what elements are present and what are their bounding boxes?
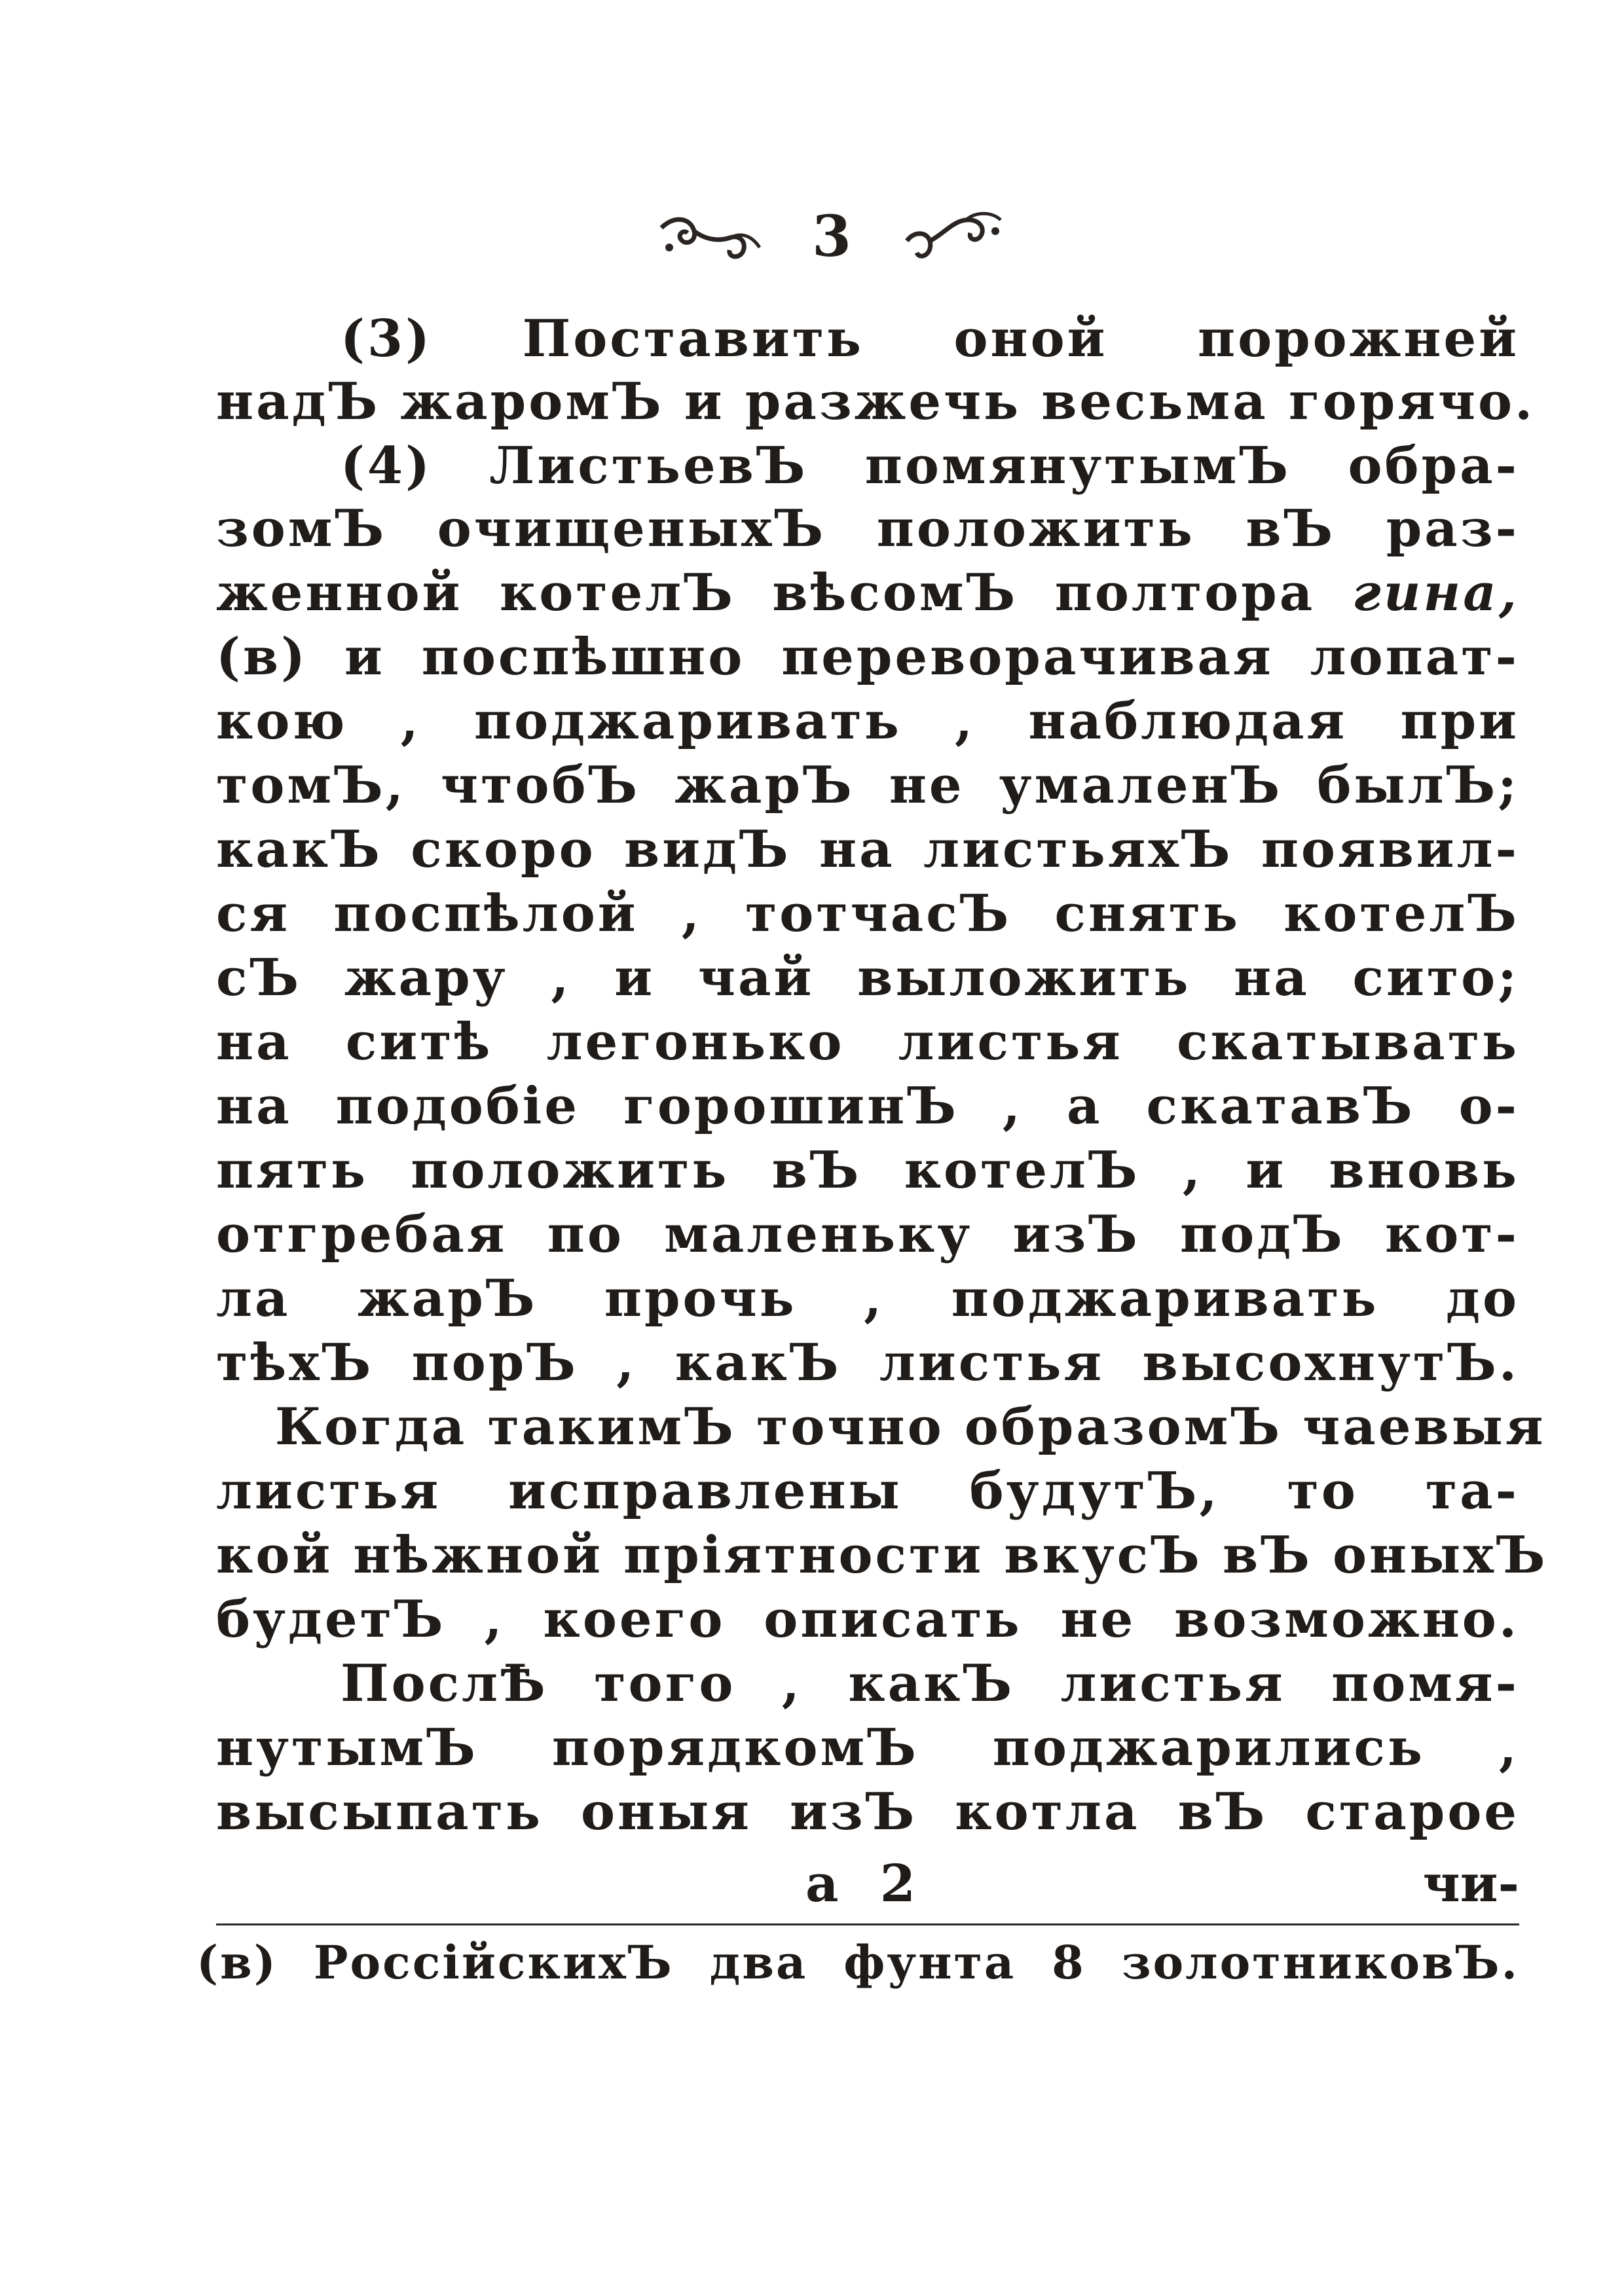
text-line: (4) ЛистьевЪ помянутымЪ обра- [341,436,1519,496]
text-line: пять положить вЪ котелЪ , и вновь [216,1140,1519,1200]
footnote: (в) РоссійскихЪ два фунта 8 золотниковЪ. [196,1935,1519,1990]
text-line: нутымЪ порядкомЪ поджарились , [216,1718,1519,1777]
flourish-ornament-left-icon [655,202,766,274]
running-head [642,190,1008,288]
italic-word: гина, [1352,563,1519,623]
text-line: зомЪ очищеныхЪ положить вЪ раз- [216,499,1519,558]
text-line: томЪ, чтобЪ жарЪ не умаленЪ былЪ; [216,756,1519,815]
text-line: сЪ жару , и чай выложить на сито; [216,948,1519,1008]
text-line-part: женной котелЪ вѣсомЪ полтора [216,563,1316,623]
text-line: ПослѢ того , какЪ листья помя- [341,1654,1519,1713]
text-line: на подобіе горошинЪ , а скатавЪ о- [216,1076,1519,1136]
text-line: отгребая по маленьку изЪ подЪ кот- [216,1205,1519,1264]
text-line-with-italic [216,562,1519,625]
text-line: ся поспѣлой , тотчасЪ снять котелЪ [216,884,1519,943]
footnote-rule [216,1923,1519,1925]
catchword: чи- [1422,1854,1519,1914]
text-line: листья исправлены будутЪ, то та- [216,1461,1519,1521]
text-line: кою , поджаривать , наблюдая при [216,691,1519,751]
text-line: надЪ жаромЪ и разжечь весьма горячо. [216,372,1536,431]
text-line: Когда такимЪ точно образомЪ чаевыя [275,1397,1546,1457]
text-line: будетЪ , коего описать не возможно. [216,1590,1519,1649]
text-line: (в) и поспѣшно переворачивая лопат- [216,627,1519,687]
text-line: ла жарЪ прочь , поджаривать до [216,1269,1519,1328]
page-number: 3 [812,204,851,270]
text-line: на ситѣ легонько листья скатывать [216,1012,1519,1072]
text-line: какЪ скоро видЪ на листьяхЪ появил- [216,820,1519,879]
text-line: (3) Поставить оной порожней [341,309,1519,369]
text-line: кой нѣжной пріятности вкусЪ вЪ оныхЪ [216,1525,1548,1585]
text-line: высыпать оныя изЪ котла вЪ старое [216,1782,1519,1842]
text-line: тѣхЪ порЪ , какЪ листья высохнутЪ. [216,1333,1519,1393]
signature-row [216,1853,1519,1916]
signature-mark: а 2 [805,1854,927,1914]
flourish-ornament-right-icon [897,202,1008,274]
